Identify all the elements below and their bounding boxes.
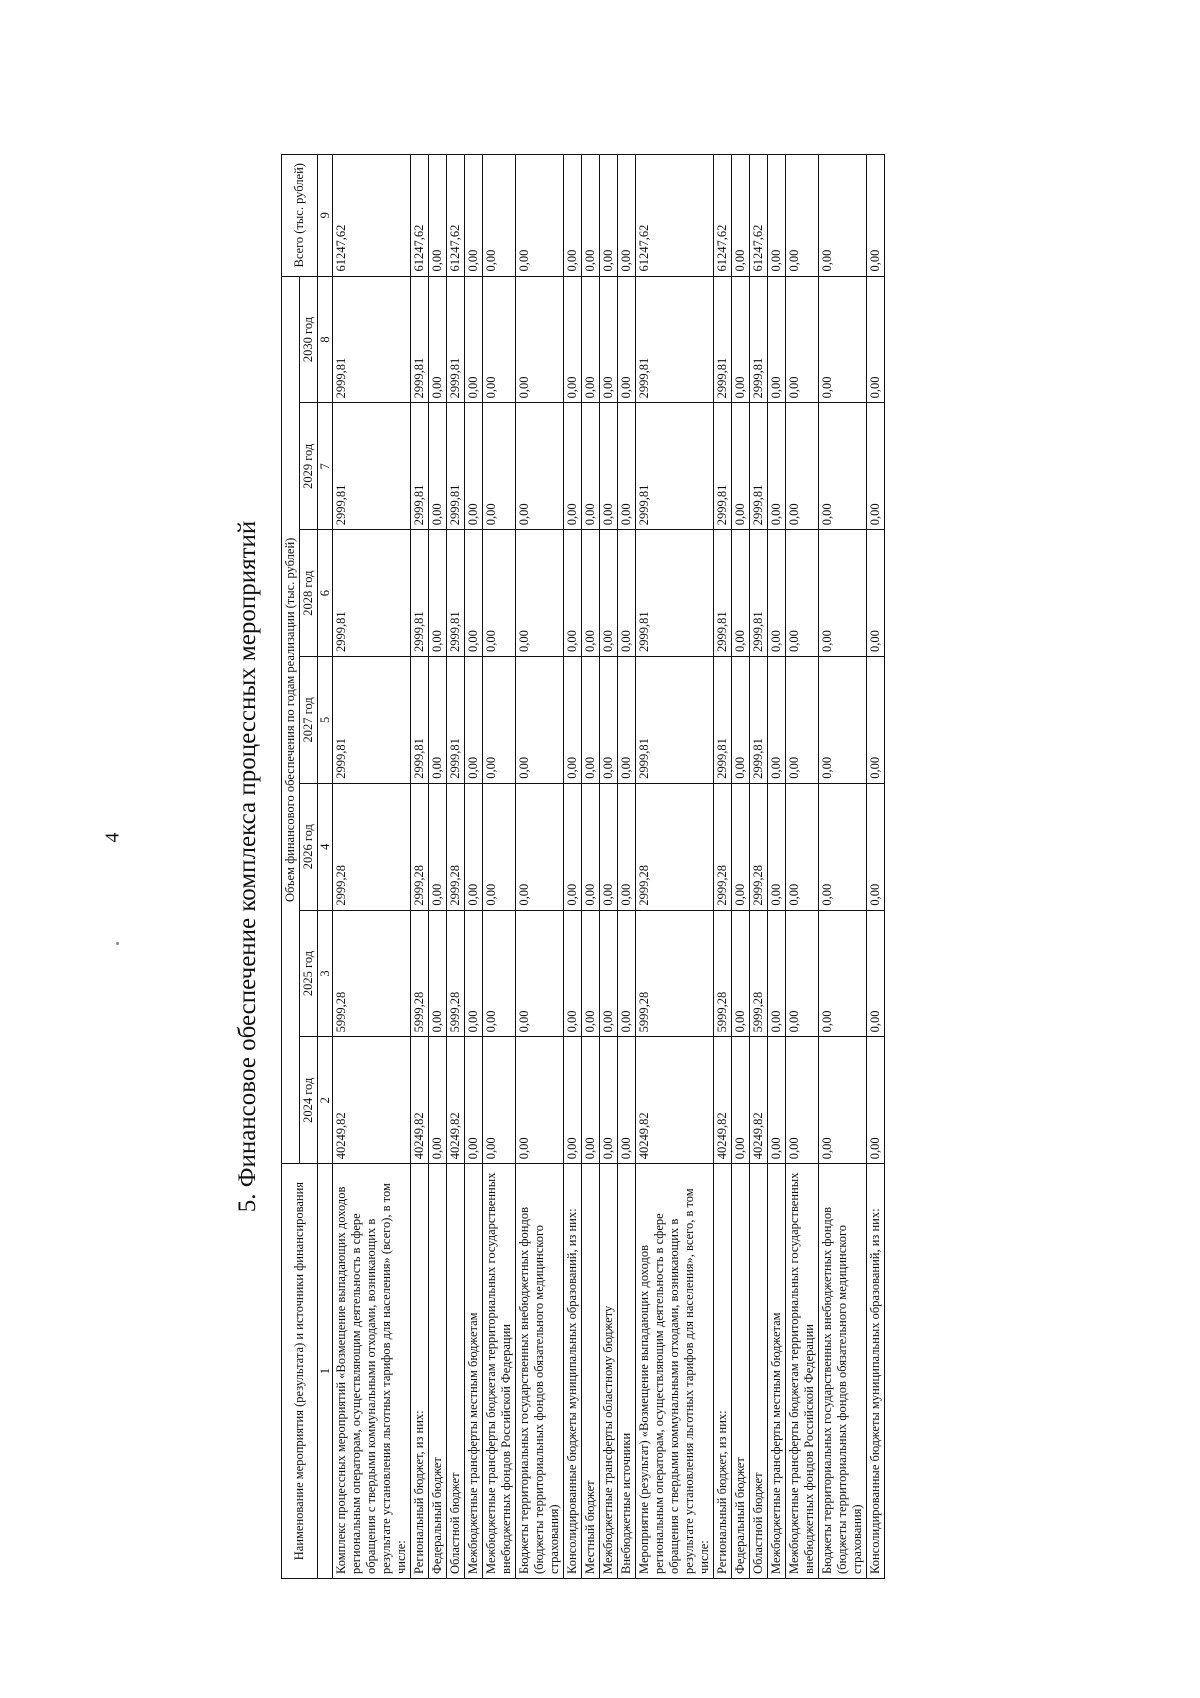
row-value-cell: 0,00 [516, 276, 564, 403]
row-value-cell: 0,00 [786, 276, 819, 403]
row-value-cell: 0,00 [582, 403, 600, 530]
column-index: 9 [318, 155, 333, 277]
row-value-cell: 0,00 [819, 910, 867, 1037]
row-value-cell: 5999,28 [411, 910, 429, 1037]
row-value-cell: 0,00 [582, 783, 600, 910]
table-row [564, 155, 582, 1579]
row-value-cell: 0,00 [732, 530, 750, 657]
row-total-cell: 0,00 [618, 155, 636, 277]
row-value-cell: 2999,81 [447, 276, 465, 403]
row-value-cell: 2999,81 [750, 276, 768, 403]
row-value-cell: 0,00 [582, 530, 600, 657]
row-value-cell: 0,00 [618, 403, 636, 530]
row-value-cell: 0,00 [819, 783, 867, 910]
row-value-cell: 2999,81 [636, 403, 714, 530]
row-total-cell: 0,00 [867, 155, 885, 277]
row-value-cell: 0,00 [768, 910, 786, 1037]
row-value-cell: 2999,28 [714, 783, 732, 910]
row-value-cell: 40249,82 [333, 1037, 411, 1164]
row-name-cell: Межбюджетные трансферты местным бюджетам [465, 1164, 483, 1579]
row-value-cell: 0,00 [483, 910, 516, 1037]
row-name-cell: Межбюджетные трансферты бюджетам территориальных государственных внебюджетных фондов Российской Федерации [483, 1164, 516, 1579]
column-index: 2 [318, 1037, 333, 1164]
table-row [618, 155, 636, 1579]
row-value-cell: 0,00 [768, 657, 786, 784]
column-index: 5 [318, 657, 333, 784]
row-name-cell: Бюджеты территориальных государственных внебюджетных фондов (бюджеты территориальных фондов обязательного медицинского страхования) [819, 1164, 867, 1579]
row-value-cell: 0,00 [618, 1037, 636, 1164]
row-value-cell: 2999,28 [411, 783, 429, 910]
table-row [636, 155, 714, 1579]
table-body [318, 155, 885, 1579]
row-value-cell: 0,00 [465, 276, 483, 403]
row-value-cell: 0,00 [582, 910, 600, 1037]
row-value-cell: 0,00 [429, 910, 447, 1037]
row-name-cell: Областной бюджет [447, 1164, 465, 1579]
row-total-cell: 0,00 [483, 155, 516, 277]
row-value-cell: 2999,81 [333, 403, 411, 530]
row-value-cell: 0,00 [819, 403, 867, 530]
year-header: 2026 год [300, 783, 318, 910]
row-value-cell: 2999,81 [411, 403, 429, 530]
row-name-cell: Областной бюджет [750, 1164, 768, 1579]
row-value-cell: 0,00 [867, 910, 885, 1037]
row-value-cell: 2999,28 [750, 783, 768, 910]
row-value-cell: 0,00 [732, 276, 750, 403]
row-name-cell: Федеральный бюджет [429, 1164, 447, 1579]
row-value-cell: 5999,28 [714, 910, 732, 1037]
row-value-cell: 0,00 [618, 657, 636, 784]
row-name-cell: Федеральный бюджет [732, 1164, 750, 1579]
row-value-cell: 0,00 [465, 530, 483, 657]
row-total-cell: 61247,62 [714, 155, 732, 277]
row-value-cell: 0,00 [618, 530, 636, 657]
row-value-cell: 0,00 [516, 530, 564, 657]
row-value-cell: 2999,81 [714, 657, 732, 784]
row-value-cell: 0,00 [465, 403, 483, 530]
row-value-cell: 0,00 [732, 910, 750, 1037]
row-value-cell: 0,00 [429, 783, 447, 910]
row-value-cell: 0,00 [483, 276, 516, 403]
row-value-cell: 2999,81 [447, 657, 465, 784]
row-value-cell: 0,00 [564, 1037, 582, 1164]
row-value-cell: 0,00 [483, 403, 516, 530]
table-row [786, 155, 819, 1579]
row-value-cell: 5999,28 [636, 910, 714, 1037]
row-value-cell: 2999,81 [333, 657, 411, 784]
row-total-cell: 61247,62 [636, 155, 714, 277]
table-row [465, 155, 483, 1579]
row-value-cell: 0,00 [429, 1037, 447, 1164]
row-value-cell: 40249,82 [447, 1037, 465, 1164]
row-total-cell: 0,00 [582, 155, 600, 277]
row-value-cell: 5999,28 [333, 910, 411, 1037]
row-name-cell: Комплекс процессных мероприятий «Возмещение выпадающих доходов региональным операторам, осуществляющим деятельность в сфере обращения с твердыми коммунальными отходами, возникающих в результате установления льготных тарифов для населения» (всего), в том числе: [333, 1164, 411, 1579]
row-total-cell: 0,00 [786, 155, 819, 277]
row-name-cell: Бюджеты территориальных государственных внебюджетных фондов (бюджеты территориальных фондов обязательного медицинского страхования) [516, 1164, 564, 1579]
row-value-cell: 0,00 [429, 530, 447, 657]
row-value-cell: 40249,82 [714, 1037, 732, 1164]
row-value-cell: 0,00 [786, 530, 819, 657]
row-total-cell: 0,00 [768, 155, 786, 277]
row-total-cell: 61247,62 [447, 155, 465, 277]
row-name-cell: Консолидированные бюджеты муниципальных образований, из них: [867, 1164, 885, 1579]
row-value-cell: 2999,81 [333, 276, 411, 403]
row-name-cell: Местный бюджет [582, 1164, 600, 1579]
row-value-cell: 0,00 [483, 783, 516, 910]
row-value-cell: 0,00 [582, 1037, 600, 1164]
row-value-cell: 2999,81 [714, 403, 732, 530]
scan-artifact [116, 942, 119, 945]
row-total-cell: 0,00 [429, 155, 447, 277]
name-column-header: Наименование мероприятия (результата) и источники финансирования [282, 1164, 318, 1579]
row-value-cell: 0,00 [564, 657, 582, 784]
column-index: 7 [318, 403, 333, 530]
row-value-cell: 0,00 [732, 1037, 750, 1164]
row-value-cell: 0,00 [867, 530, 885, 657]
row-value-cell: 0,00 [732, 783, 750, 910]
volume-header: Объем финансового обеспечения по годам реализации (тыс. рублей) [282, 276, 300, 1164]
row-value-cell: 0,00 [465, 657, 483, 784]
row-total-cell: 0,00 [465, 155, 483, 277]
row-total-cell: 61247,62 [333, 155, 411, 277]
row-value-cell: 2999,28 [636, 783, 714, 910]
page-number: 4 [101, 832, 124, 843]
row-value-cell: 2999,81 [750, 403, 768, 530]
row-value-cell: 2999,81 [636, 276, 714, 403]
row-value-cell: 0,00 [867, 276, 885, 403]
table-row [768, 155, 786, 1579]
row-value-cell: 0,00 [516, 783, 564, 910]
row-value-cell: 2999,28 [333, 783, 411, 910]
row-total-cell: 0,00 [564, 155, 582, 277]
row-value-cell: 0,00 [516, 910, 564, 1037]
row-name-cell: Региональный бюджет, из них: [714, 1164, 732, 1579]
row-value-cell: 0,00 [429, 276, 447, 403]
row-value-cell: 0,00 [516, 403, 564, 530]
row-name-cell: Региональный бюджет, из них: [411, 1164, 429, 1579]
table-row [483, 155, 516, 1579]
year-header: 2027 год [300, 657, 318, 784]
row-value-cell: 0,00 [564, 276, 582, 403]
row-value-cell: 2999,81 [411, 657, 429, 784]
row-value-cell: 0,00 [516, 1037, 564, 1164]
row-total-cell: 61247,62 [750, 155, 768, 277]
row-value-cell: 0,00 [768, 783, 786, 910]
row-value-cell: 0,00 [786, 910, 819, 1037]
row-value-cell: 0,00 [732, 657, 750, 784]
row-value-cell: 0,00 [768, 530, 786, 657]
row-value-cell: 0,00 [564, 403, 582, 530]
row-name-cell: Мероприятие (результат) «Возмещение выпадающих доходов региональным операторам, осуществляющим деятельность в сфере обращения с твердыми коммунальными отходами, возникающих в результате установления льготных тарифов для населения», всего, в том числе: [636, 1164, 714, 1579]
table-row [429, 155, 447, 1579]
row-value-cell: 0,00 [867, 1037, 885, 1164]
row-value-cell: 0,00 [618, 783, 636, 910]
row-value-cell: 0,00 [786, 1037, 819, 1164]
row-value-cell: 0,00 [819, 276, 867, 403]
row-value-cell: 0,00 [786, 403, 819, 530]
row-value-cell: 0,00 [600, 403, 618, 530]
row-value-cell: 2999,81 [636, 530, 714, 657]
row-value-cell: 2999,81 [636, 657, 714, 784]
table-row [867, 155, 885, 1579]
row-value-cell: 0,00 [582, 276, 600, 403]
header-row-1 [282, 155, 300, 1579]
row-name-cell: Межбюджетные трансферты местным бюджетам [768, 1164, 786, 1579]
row-value-cell: 0,00 [483, 1037, 516, 1164]
row-value-cell: 0,00 [582, 657, 600, 784]
row-value-cell: 0,00 [618, 276, 636, 403]
row-value-cell: 0,00 [819, 1037, 867, 1164]
row-value-cell: 2999,28 [447, 783, 465, 910]
row-value-cell: 0,00 [483, 657, 516, 784]
row-value-cell: 2999,81 [750, 530, 768, 657]
row-name-cell: Внебюджетные источники [618, 1164, 636, 1579]
row-name-cell: Межбюджетные трансферты бюджетам территориальных государственных внебюджетных фондов Российской Федерации [786, 1164, 819, 1579]
row-value-cell: 0,00 [768, 276, 786, 403]
row-value-cell: 0,00 [786, 657, 819, 784]
column-index: 4 [318, 783, 333, 910]
table-row [582, 155, 600, 1579]
row-value-cell: 0,00 [465, 1037, 483, 1164]
row-value-cell: 0,00 [564, 530, 582, 657]
row-total-cell: 61247,62 [411, 155, 429, 277]
row-value-cell: 0,00 [600, 276, 618, 403]
row-value-cell: 0,00 [465, 783, 483, 910]
row-value-cell: 0,00 [618, 910, 636, 1037]
row-value-cell: 40249,82 [636, 1037, 714, 1164]
row-value-cell: 0,00 [600, 910, 618, 1037]
row-total-cell: 0,00 [732, 155, 750, 277]
total-column-header: Всего (тыс. рублей) [282, 155, 318, 277]
row-value-cell: 0,00 [564, 783, 582, 910]
row-value-cell: 40249,82 [411, 1037, 429, 1164]
row-value-cell: 0,00 [483, 530, 516, 657]
table-row [411, 155, 429, 1579]
row-name-cell: Консолидированные бюджеты муниципальных образований, из них: [564, 1164, 582, 1579]
table-row [600, 155, 618, 1579]
row-value-cell: 5999,28 [750, 910, 768, 1037]
row-value-cell: 0,00 [429, 403, 447, 530]
row-value-cell: 0,00 [867, 403, 885, 530]
row-value-cell: 0,00 [867, 657, 885, 784]
table-row [447, 155, 465, 1579]
row-value-cell: 0,00 [564, 910, 582, 1037]
row-value-cell: 0,00 [732, 403, 750, 530]
column-index: 1 [318, 1164, 333, 1579]
row-value-cell: 0,00 [768, 1037, 786, 1164]
column-index: 6 [318, 530, 333, 657]
year-header: 2028 год [300, 530, 318, 657]
row-value-cell: 0,00 [600, 657, 618, 784]
financing-table [281, 154, 885, 1579]
row-value-cell: 40249,82 [750, 1037, 768, 1164]
table-row [714, 155, 732, 1579]
row-total-cell: 0,00 [516, 155, 564, 277]
table-row [750, 155, 768, 1579]
row-value-cell: 0,00 [429, 657, 447, 784]
table-row [819, 155, 867, 1579]
row-value-cell: 2999,81 [714, 276, 732, 403]
row-value-cell: 0,00 [600, 783, 618, 910]
row-value-cell: 2999,81 [447, 530, 465, 657]
table-row [516, 155, 564, 1579]
year-header: 2025 год [300, 910, 318, 1037]
row-value-cell: 2999,81 [750, 657, 768, 784]
table-row [732, 155, 750, 1579]
row-value-cell: 0,00 [600, 1037, 618, 1164]
row-value-cell: 2999,81 [714, 530, 732, 657]
row-value-cell: 2999,81 [333, 530, 411, 657]
row-total-cell: 0,00 [600, 155, 618, 277]
row-value-cell: 2999,81 [447, 403, 465, 530]
row-value-cell: 0,00 [516, 657, 564, 784]
row-value-cell: 0,00 [867, 783, 885, 910]
column-index: 3 [318, 910, 333, 1037]
row-value-cell: 0,00 [819, 657, 867, 784]
row-value-cell: 5999,28 [447, 910, 465, 1037]
year-header: 2030 год [300, 276, 318, 403]
row-value-cell: 2999,81 [411, 530, 429, 657]
row-value-cell: 0,00 [819, 530, 867, 657]
table-row [333, 155, 411, 1579]
rotated-page-content [231, 154, 1111, 1579]
column-index-row [318, 155, 333, 1579]
year-header: 2024 год [300, 1037, 318, 1164]
row-value-cell: 0,00 [786, 783, 819, 910]
row-value-cell: 0,00 [600, 530, 618, 657]
row-total-cell: 0,00 [819, 155, 867, 277]
section-title: 5. Финансовое обеспечение комплекса процессных мероприятий [234, 520, 261, 1213]
year-header: 2029 год [300, 403, 318, 530]
row-value-cell: 0,00 [465, 910, 483, 1037]
row-name-cell: Межбюджетные трансферты областному бюджету [600, 1164, 618, 1579]
row-value-cell: 0,00 [768, 403, 786, 530]
column-index: 8 [318, 276, 333, 403]
row-value-cell: 2999,81 [411, 276, 429, 403]
